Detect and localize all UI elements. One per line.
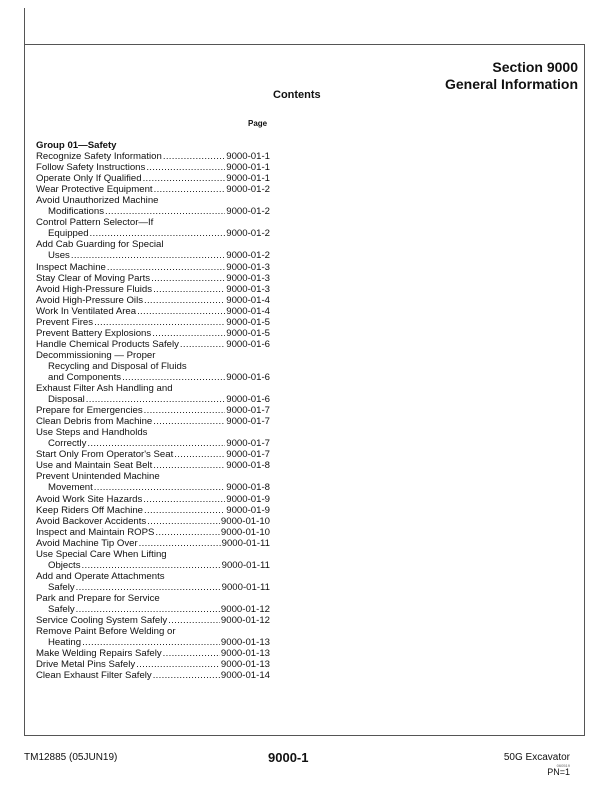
toc-entry-title: Operate Only If Qualified [36,173,142,185]
toc-entry-line: Remove Paint Before Welding or [36,626,176,638]
toc-entry-page: 9000-01-3 [226,261,270,273]
dot-leader [145,162,225,173]
dot-leader [150,273,225,284]
toc-entry-page: 9000-01-10 [220,526,270,538]
toc-entry-page: 9000-01-3 [226,272,270,284]
dot-leader [179,339,225,350]
dot-leader [153,184,226,195]
toc-entry-title: Uses [48,250,70,262]
toc-entry-page: 9000-01-9 [226,493,270,505]
dot-leader [162,151,225,162]
toc-entry-title: Start Only From Operator's Seat [36,449,174,461]
dot-leader [81,560,221,571]
dot-leader [152,670,220,681]
toc-entry[interactable] [36,416,270,427]
section-title: General Information [444,76,578,92]
toc-entry[interactable] [36,527,270,538]
dot-leader [136,306,225,317]
toc-entry-title: Recognize Safety Information [36,151,162,163]
toc-entry-line: Add Cab Guarding for Special [36,239,164,251]
page-column-label: Page [248,119,268,128]
toc-entry-title: Safely [48,581,75,593]
toc-entry[interactable] [36,438,270,449]
dot-leader [81,637,220,648]
toc-entry[interactable] [36,516,270,527]
toc-entry[interactable] [36,615,270,626]
table-of-contents [36,140,270,681]
toc-entry-line: Use Steps and Handholds [36,427,148,439]
toc-entry-title: Disposal [48,394,85,406]
toc-entry-title: Service Cooling System Safely [36,615,168,627]
toc-entry[interactable] [36,659,270,670]
toc-entry-title: and Components [48,371,122,383]
dot-leader [142,173,226,184]
toc-entry[interactable] [36,173,270,184]
model-name: 50G Excavator [503,752,570,763]
dot-leader [143,295,225,306]
toc-entry[interactable] [36,582,270,593]
toc-entry-page: 9000-01-4 [226,305,270,317]
toc-entry-line: Use Special Care When Lifting [36,548,167,560]
toc-entry[interactable] [36,494,270,505]
dot-leader [167,615,220,626]
toc-entry-title: Equipped [48,228,89,240]
dot-leader [143,505,225,516]
toc-entry-page: 9000-01-13 [220,637,270,649]
toc-entry-page: 9000-01-9 [226,504,270,516]
toc-entry-line: Control Pattern Selector—If [36,217,154,229]
toc-entry-page: 9000-01-10 [220,515,270,527]
toc-entry-title: Avoid High-Pressure Fluids [36,283,153,295]
toc-entry-page: 9000-01-13 [220,648,270,660]
group-heading: Group 01—Safety [36,140,117,151]
toc-entry[interactable] [36,228,270,239]
toc-entry-title: Avoid Work Site Hazards [36,493,143,505]
toc-entry-title: Keep Riders Off Machine [36,504,144,516]
toc-entry[interactable] [36,482,270,493]
toc-entry-page: 9000-01-2 [226,228,270,240]
toc-entry-page: 9000-01-3 [226,283,270,295]
dot-leader [152,284,225,295]
toc-entry-title: Prepare for Emergencies [36,405,143,417]
toc-entry-title: Clean Exhaust Filter Safely [36,670,152,682]
dot-leader [86,438,225,449]
toc-entry[interactable] [36,372,270,383]
toc-entry-page: 9000-01-2 [226,184,270,196]
toc-entry-page: 9000-01-2 [226,206,270,218]
dot-leader [152,460,225,471]
toc-entry-page: 9000-01-1 [226,162,270,174]
toc-entry[interactable] [36,328,270,339]
toc-entry-page: 9000-01-2 [226,250,270,262]
toc-entry-page: 9000-01-8 [226,460,270,472]
toc-entry-title: Work In Ventilated Area [36,305,137,317]
toc-entry[interactable] [36,184,270,195]
toc-entry[interactable] [36,339,270,350]
toc-entry[interactable] [36,648,270,659]
toc-entry-page: 9000-01-6 [226,338,270,350]
dot-leader [142,494,225,505]
toc-entry-title: Safely [48,603,75,615]
toc-entry[interactable] [36,449,270,460]
dot-leader [154,527,220,538]
toc-entry[interactable] [36,505,270,516]
toc-entry-page: 9000-01-1 [226,173,270,185]
toc-entry-title: Avoid High-Pressure Oils [36,294,143,306]
dot-leader [106,262,225,273]
toc-entry-page: 9000-01-7 [226,438,270,450]
toc-entry[interactable] [36,262,270,273]
toc-entry[interactable] [36,273,270,284]
section-number: Section 9000 [492,59,578,75]
toc-entry-page: 9000-01-12 [220,603,270,615]
toc-entry-title: Heating [48,637,82,649]
small-code: 060519 [556,763,570,768]
toc-entry-title: Correctly [48,438,87,450]
toc-entry-title: Use and Maintain Seat Belt [36,460,153,472]
toc-entry-page: 9000-01-4 [226,294,270,306]
section-header [445,59,578,93]
toc-entry-line: Exhaust Filter Ash Handling and [36,383,173,395]
toc-entry[interactable] [36,560,270,571]
dot-leader [162,648,220,659]
toc-entry-title: Make Welding Repairs Safely [36,648,162,660]
dot-leader [75,604,220,615]
toc-entry-page: 9000-01-7 [226,449,270,461]
toc-entry-page: 9000-01-7 [226,416,270,428]
toc-entry[interactable] [36,284,270,295]
dot-leader [138,538,221,549]
toc-entry-title: Modifications [48,206,104,218]
toc-entry[interactable] [36,604,270,615]
dot-leader [151,328,225,339]
toc-entry-title: Inspect Machine [36,261,106,273]
toc-entry[interactable] [36,250,270,261]
toc-entry-title: Avoid Machine Tip Over [36,537,138,549]
toc-entry-title: Inspect and Maintain ROPS [36,526,155,538]
toc-entry[interactable] [36,670,270,681]
toc-entry-title: Movement [48,482,93,494]
toc-entry-title: Clean Debris from Machine [36,416,153,428]
toc-entry-title: Prevent Battery Explosions [36,327,152,339]
toc-entry-title: Handle Chemical Products Safely [36,338,179,350]
toc-entry-title: Stay Clear of Moving Parts [36,272,151,284]
toc-entry-line: Park and Prepare for Service [36,592,160,604]
toc-entry[interactable] [36,538,270,549]
toc-entry-line: Recycling and Disposal of Fluids [48,360,187,372]
dot-leader [121,372,225,383]
doc-id: TM12885 (05JUN19) [24,752,118,763]
toc-entry-page: 9000-01-5 [226,327,270,339]
toc-entry-page: 9000-01-13 [220,659,270,671]
toc-entry-page: 9000-01-1 [226,151,270,163]
toc-entry-title: Avoid Backover Accidents [36,515,147,527]
toc-entry[interactable] [36,295,270,306]
toc-entry-title: Drive Metal Pins Safely [36,659,136,671]
toc-entry-page: 9000-01-6 [226,394,270,406]
dot-leader [152,416,225,427]
toc-entry-page: 9000-01-14 [220,670,270,682]
dot-leader [93,317,225,328]
toc-entry-page: 9000-01-5 [226,316,270,328]
dot-leader [70,250,225,261]
toc-entry-page: 9000-01-7 [226,405,270,417]
toc-entry[interactable] [36,405,270,416]
pn-label: PN=1 [547,767,570,777]
toc-entry-title: Wear Protective Equipment [36,184,153,196]
toc-entry[interactable] [36,162,270,173]
toc-entry-page: 9000-01-6 [226,371,270,383]
page-number: 9000-1 [268,750,309,765]
dot-leader [143,405,226,416]
toc-entry-page: 9000-01-11 [221,559,270,571]
toc-entry-line: Avoid Unauthorized Machine [36,195,159,207]
toc-entry[interactable] [36,151,270,162]
toc-entry-line: Add and Operate Attachments [36,570,165,582]
dot-leader [146,516,220,527]
dot-leader [85,394,225,405]
toc-entry[interactable] [36,206,270,217]
toc-entry-title: Objects [48,559,81,571]
dot-leader [104,206,225,217]
toc-entry-line: Prevent Unintended Machine [36,471,160,483]
contents-heading: Contents [273,89,321,101]
toc-entry-title: Follow Safety Instructions [36,162,146,174]
toc-entry[interactable] [36,317,270,328]
dot-leader [89,228,226,239]
dot-leader [173,449,225,460]
dot-leader [93,482,225,493]
toc-entry-page: 9000-01-11 [221,537,270,549]
toc-entry-page: 9000-01-12 [220,615,270,627]
dot-leader [75,582,221,593]
dot-leader [135,659,220,670]
toc-entry-line: Decommissioning — Proper [36,349,156,361]
toc-entry-title: Prevent Fires [36,316,94,328]
toc-entry[interactable] [36,460,270,471]
toc-entry[interactable] [36,637,270,648]
toc-entry-page: 9000-01-11 [221,581,270,593]
top-margin-line [24,8,25,44]
toc-entry-page: 9000-01-8 [226,482,270,494]
toc-entry[interactable] [36,306,270,317]
toc-entry[interactable] [36,394,270,405]
